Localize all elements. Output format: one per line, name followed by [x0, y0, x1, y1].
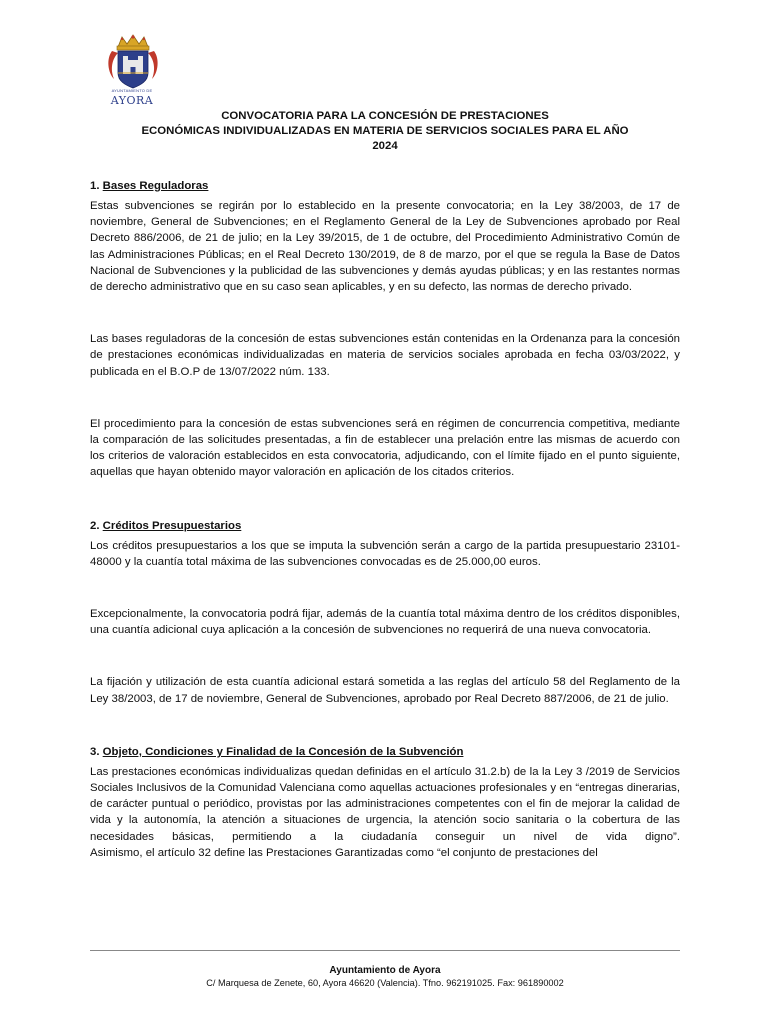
section-2-number: 2. [90, 519, 100, 532]
footer-divider [90, 950, 680, 951]
footer-address: C/ Marquesa de Zenete, 60, Ayora 46620 (Valencia). Tfno. 962191025. Fax: 961890002 [206, 978, 564, 988]
title-line-1: CONVOCATORIA PARA LA CONCESIÓN DE PRESTACIONES [221, 110, 549, 122]
title-line-2: ECONÓMICAS INDIVIDUALIZADAS EN MATERIA DE SERVICIOS SOCIALES PARA EL AÑO [141, 125, 629, 137]
logo-caption-name: AYORA [110, 94, 154, 107]
section-1-paragraph-2: Las bases reguladoras de la concesión de estas subvenciones están contenidas en la Ordenanza para la concesión de prestaciones económicas individualizadas en materia de servicios sociales aprobada en fecha 03/03/2022, y publicada en el B.O.P de 13/07/2022 núm. 133. [90, 333, 680, 378]
section-2-title: Créditos Presupuestarios [102, 519, 242, 532]
section-2-paragraph-2: Excepcionalmente, la convocatoria podrá fijar, además de la cuantía total máxima dentro de los créditos disponibles, una cuantía adicional cuya aplicación a la concesión de subvenciones no requerirá de una nueva convocatoria. [90, 608, 680, 637]
section-3-paragraph-2: Asimismo, el artículo 32 define las Prestaciones Garantizadas como “el conjunto de prestaciones del [90, 846, 598, 859]
document-title [90, 109, 680, 154]
document-body [90, 178, 680, 861]
section-2-paragraph-3: La fijación y utilización de esta cuantía adicional estará sometida a las reglas del artículo 58 del Reglamento de la Ley 38/2003, de 17 de noviembre, General de Subvenciones, aprobado por Real Decreto 887/2006, de 21 de julio. [90, 676, 680, 705]
section-1-number: 1. [90, 180, 100, 192]
title-line-3: 2024 [372, 140, 398, 152]
section-2-heading [90, 518, 680, 534]
section-1-paragraph-1: Estas subvenciones se regirán por lo establecido en la presente convocatoria; en la Ley 38/2003, de 17 de noviembre, General de Subvenciones; en el Reglamento General de la Ley de Subvenciones aprobado por Real Decreto 886/2006, de 21 de julio; en la Ley 39/2015, de 1 de octubre, del Procedimiento Administrativo Común de las Administraciones Públicas; en el Real Decreto 130/2019, de 8 de marzo, por el que se regula la Base de Datos Nacional de Subvenciones y la publicidad de las subvenciones y demás ayudas públicas; y en las restantes normas de derecho administrativo que en su caso sean aplicables, y en su defecto, las normas de derecho privado. [90, 200, 680, 294]
section-3-paragraph-1: Las prestaciones económicas individualizas quedan definidas en el artículo 31.2.b) de la la Ley 3 /2019 de Servicios Sociales Inclusivos de la Comunidad Valenciana como aquellas actuaciones profesionales y en “entregas dinerarias, de carácter puntual o periódico, provistas por las administraciones competentes con el fin de mejorar la calidad de vida y la autonomía, la atención a situaciones de urgencia, la atención socio sanitaria o la cobertura de las necesidades básicas, permitiendo a la ciudadanía conseguir un nivel de vida digno”. [90, 765, 680, 843]
section-1-heading [90, 178, 680, 194]
footer-title: Ayuntamiento de Ayora [329, 965, 441, 976]
section-2-paragraph-1: Los créditos presupuestarios a los que se imputa la subvención serán a cargo de la partida presupuestario 23101-48000 y la cuantía total máxima de las subvenciones convocadas es de 25.000,00 euros. [90, 539, 680, 568]
section-3-title: Objeto, Condiciones y Finalidad de la Concesión de la Subvención [102, 745, 464, 758]
section-3-number: 3. [90, 745, 100, 758]
logo-caption-small: AYUNTAMIENTO DE [111, 88, 153, 93]
section-1-paragraph-3: El procedimiento para la concesión de estas subvenciones será en régimen de concurrencia competitiva, mediante la comparación de las solicitudes presentadas, a fin de establecer una prelación entre las mismas de acuerdo con los criterios de valoración establecidos en esta convocatoria, adjudicando, con el límite fijado en el punto siguiente, aquellas que hayan obtenido mayor valoración en aplicación de los citados criterios. [90, 417, 680, 479]
section-1-title: Bases Reguladoras [102, 180, 209, 192]
section-3-heading [90, 744, 680, 760]
